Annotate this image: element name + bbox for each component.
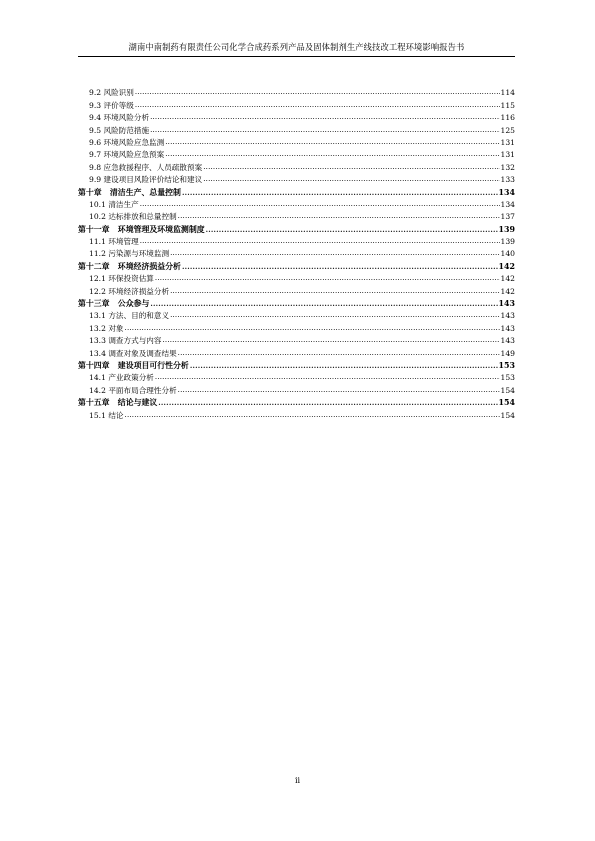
toc-dot-leader	[125, 411, 500, 420]
toc-dot-leader	[135, 101, 500, 110]
toc-entry-title: 13.4 调查对象及调查结果	[89, 348, 177, 358]
toc-section-entry[interactable]	[78, 382, 515, 394]
toc-section-entry[interactable]	[78, 135, 515, 147]
toc-entry-page: 153	[500, 373, 515, 383]
toc-section-entry[interactable]	[78, 159, 515, 171]
toc-section-entry[interactable]	[78, 122, 515, 134]
toc-dot-leader	[203, 175, 499, 184]
toc-entry-title: 13.3 调查方式与内容	[89, 336, 162, 346]
toc-entry-title: 11.2 污染源与环境监测	[89, 249, 170, 259]
toc-dot-leader	[150, 126, 499, 135]
toc-dot-leader	[140, 237, 500, 246]
toc-dot-leader	[125, 324, 500, 333]
toc-dot-leader	[155, 373, 500, 382]
toc-entry-page: 143	[500, 336, 515, 346]
toc-section-entry[interactable]	[78, 320, 515, 332]
toc-dot-leader	[170, 249, 499, 258]
toc-entry-title: 10.1 清洁生产	[89, 199, 139, 209]
toc-entry-title: 9.8 应急救援程序、人员疏散预案	[89, 162, 203, 172]
toc-dot-leader	[165, 150, 499, 159]
toc-section-entry[interactable]	[78, 246, 515, 258]
toc-entry-title: 9.5 风险防范措施	[89, 125, 150, 135]
toc-entry-page: 154	[500, 410, 515, 420]
toc-dot-leader	[140, 200, 500, 209]
toc-dot-leader	[162, 336, 499, 345]
toc-entry-page: 133	[500, 175, 515, 185]
toc-section-entry[interactable]	[78, 308, 515, 320]
toc-dot-leader	[190, 361, 498, 370]
toc-section-entry[interactable]	[78, 110, 515, 122]
toc-dot-leader	[158, 398, 497, 407]
toc-section-entry[interactable]	[78, 345, 515, 357]
toc-dot-leader	[178, 386, 500, 395]
toc-entry-title: 10.2 达标排放和总量控制	[89, 212, 177, 222]
toc-dot-leader	[170, 311, 499, 320]
toc-entry-title: 13.2 对象	[89, 323, 124, 333]
toc-entry-page: 132	[500, 162, 515, 172]
toc-section-entry[interactable]	[78, 97, 515, 109]
toc-chapter-entry[interactable]	[78, 184, 515, 196]
toc-entry-title: 第十三章 公众参与	[78, 299, 150, 309]
toc-entry-title: 9.7 环境风险应急预案	[89, 150, 165, 160]
toc-entry-title: 第十四章 建设项目可行性分析	[78, 360, 189, 370]
toc-entry-title: 14.1 产业政策分析	[89, 373, 154, 383]
toc-section-entry[interactable]	[78, 85, 515, 97]
toc-section-entry[interactable]	[78, 209, 515, 221]
toc-entry-title: 11.1 环境管理	[89, 237, 139, 247]
toc-entry-page: 137	[500, 212, 515, 222]
toc-entry-page: 142	[500, 274, 515, 284]
toc-entry-page: 116	[500, 113, 515, 123]
toc-dot-leader	[150, 299, 497, 308]
toc-entry-title: 9.2 风险识别	[89, 88, 134, 98]
toc-section-entry[interactable]	[78, 283, 515, 295]
toc-section-entry[interactable]	[78, 333, 515, 345]
toc-entry-page: 125	[500, 125, 515, 135]
toc-entry-page: 131	[500, 137, 515, 147]
toc-entry-page: 143	[500, 323, 515, 333]
toc-entry-page: 114	[500, 88, 515, 98]
toc-section-entry[interactable]	[78, 197, 515, 209]
toc-dot-leader	[170, 287, 499, 296]
toc-entry-title: 12.1 环保投资估算	[89, 274, 154, 284]
toc-entry-title: 9.6 环境风险应急监测	[89, 137, 165, 147]
toc-entry-page: 142	[498, 261, 515, 271]
toc-dot-leader	[203, 163, 499, 172]
toc-dot-leader	[150, 113, 499, 122]
toc-entry-page: 142	[500, 286, 515, 296]
toc-entry-title: 12.2 环境经济损益分析	[89, 286, 170, 296]
page-header: 湖南中南制药有限责任公司化学合成药系列产品及固体制剂生产线技改工程环境影响报告书	[128, 42, 465, 52]
header-rule	[78, 56, 515, 57]
toc-entry-title: 第十二章 环境经济损益分析	[78, 261, 181, 271]
toc-entry-page: 134	[498, 187, 515, 197]
toc-entry-title: 14.2 平面布局合理性分析	[89, 385, 177, 395]
toc-chapter-entry[interactable]	[78, 258, 515, 270]
toc-entry-page: 153	[498, 360, 515, 370]
toc-dot-leader	[206, 225, 498, 234]
toc-entry-page: 154	[498, 398, 515, 408]
toc-entry-title: 15.1 结论	[89, 410, 124, 420]
page-number: ii	[294, 776, 301, 785]
toc-dot-leader	[165, 138, 499, 147]
toc-dot-leader	[178, 212, 500, 221]
toc-dot-leader	[178, 349, 500, 358]
toc-entry-title: 第十章 清洁生产、总量控制	[78, 187, 181, 197]
toc-entry-title: 9.3 评价等级	[89, 100, 134, 110]
toc-entry-title: 13.1 方法、目的和意义	[89, 311, 170, 321]
toc-section-entry[interactable]	[78, 370, 515, 382]
toc-dot-leader	[155, 274, 500, 283]
toc-entry-page: 115	[500, 100, 515, 110]
toc-entry-page: 143	[498, 299, 515, 309]
toc-entry-page: 149	[500, 348, 515, 358]
toc-entry-title: 9.4 环境风险分析	[89, 113, 150, 123]
table-of-contents	[78, 85, 515, 420]
toc-chapter-entry[interactable]	[78, 395, 515, 407]
toc-section-entry[interactable]	[78, 271, 515, 283]
toc-dot-leader	[182, 188, 498, 197]
toc-entry-title: 9.9 建设项目风险评价结论和建议	[89, 175, 203, 185]
toc-entry-title: 第十一章 环境管理及环境监测制度	[78, 224, 205, 234]
toc-entry-page: 131	[500, 150, 515, 160]
toc-chapter-entry[interactable]	[78, 358, 515, 370]
toc-entry-page: 139	[498, 224, 515, 234]
toc-entry-page: 140	[500, 249, 515, 259]
toc-dot-leader	[135, 88, 500, 97]
toc-entry-page: 143	[500, 311, 515, 321]
toc-entry-title: 第十五章 结论与建议	[78, 398, 158, 408]
toc-dot-leader	[182, 262, 498, 271]
toc-chapter-entry[interactable]	[78, 221, 515, 233]
toc-chapter-entry[interactable]	[78, 296, 515, 308]
toc-section-entry[interactable]	[78, 147, 515, 159]
toc-entry-page: 139	[500, 237, 515, 247]
toc-entry-page: 154	[500, 385, 515, 395]
toc-section-entry[interactable]	[78, 234, 515, 246]
toc-section-entry[interactable]	[78, 407, 515, 419]
toc-entry-page: 134	[500, 199, 515, 209]
toc-section-entry[interactable]	[78, 172, 515, 184]
